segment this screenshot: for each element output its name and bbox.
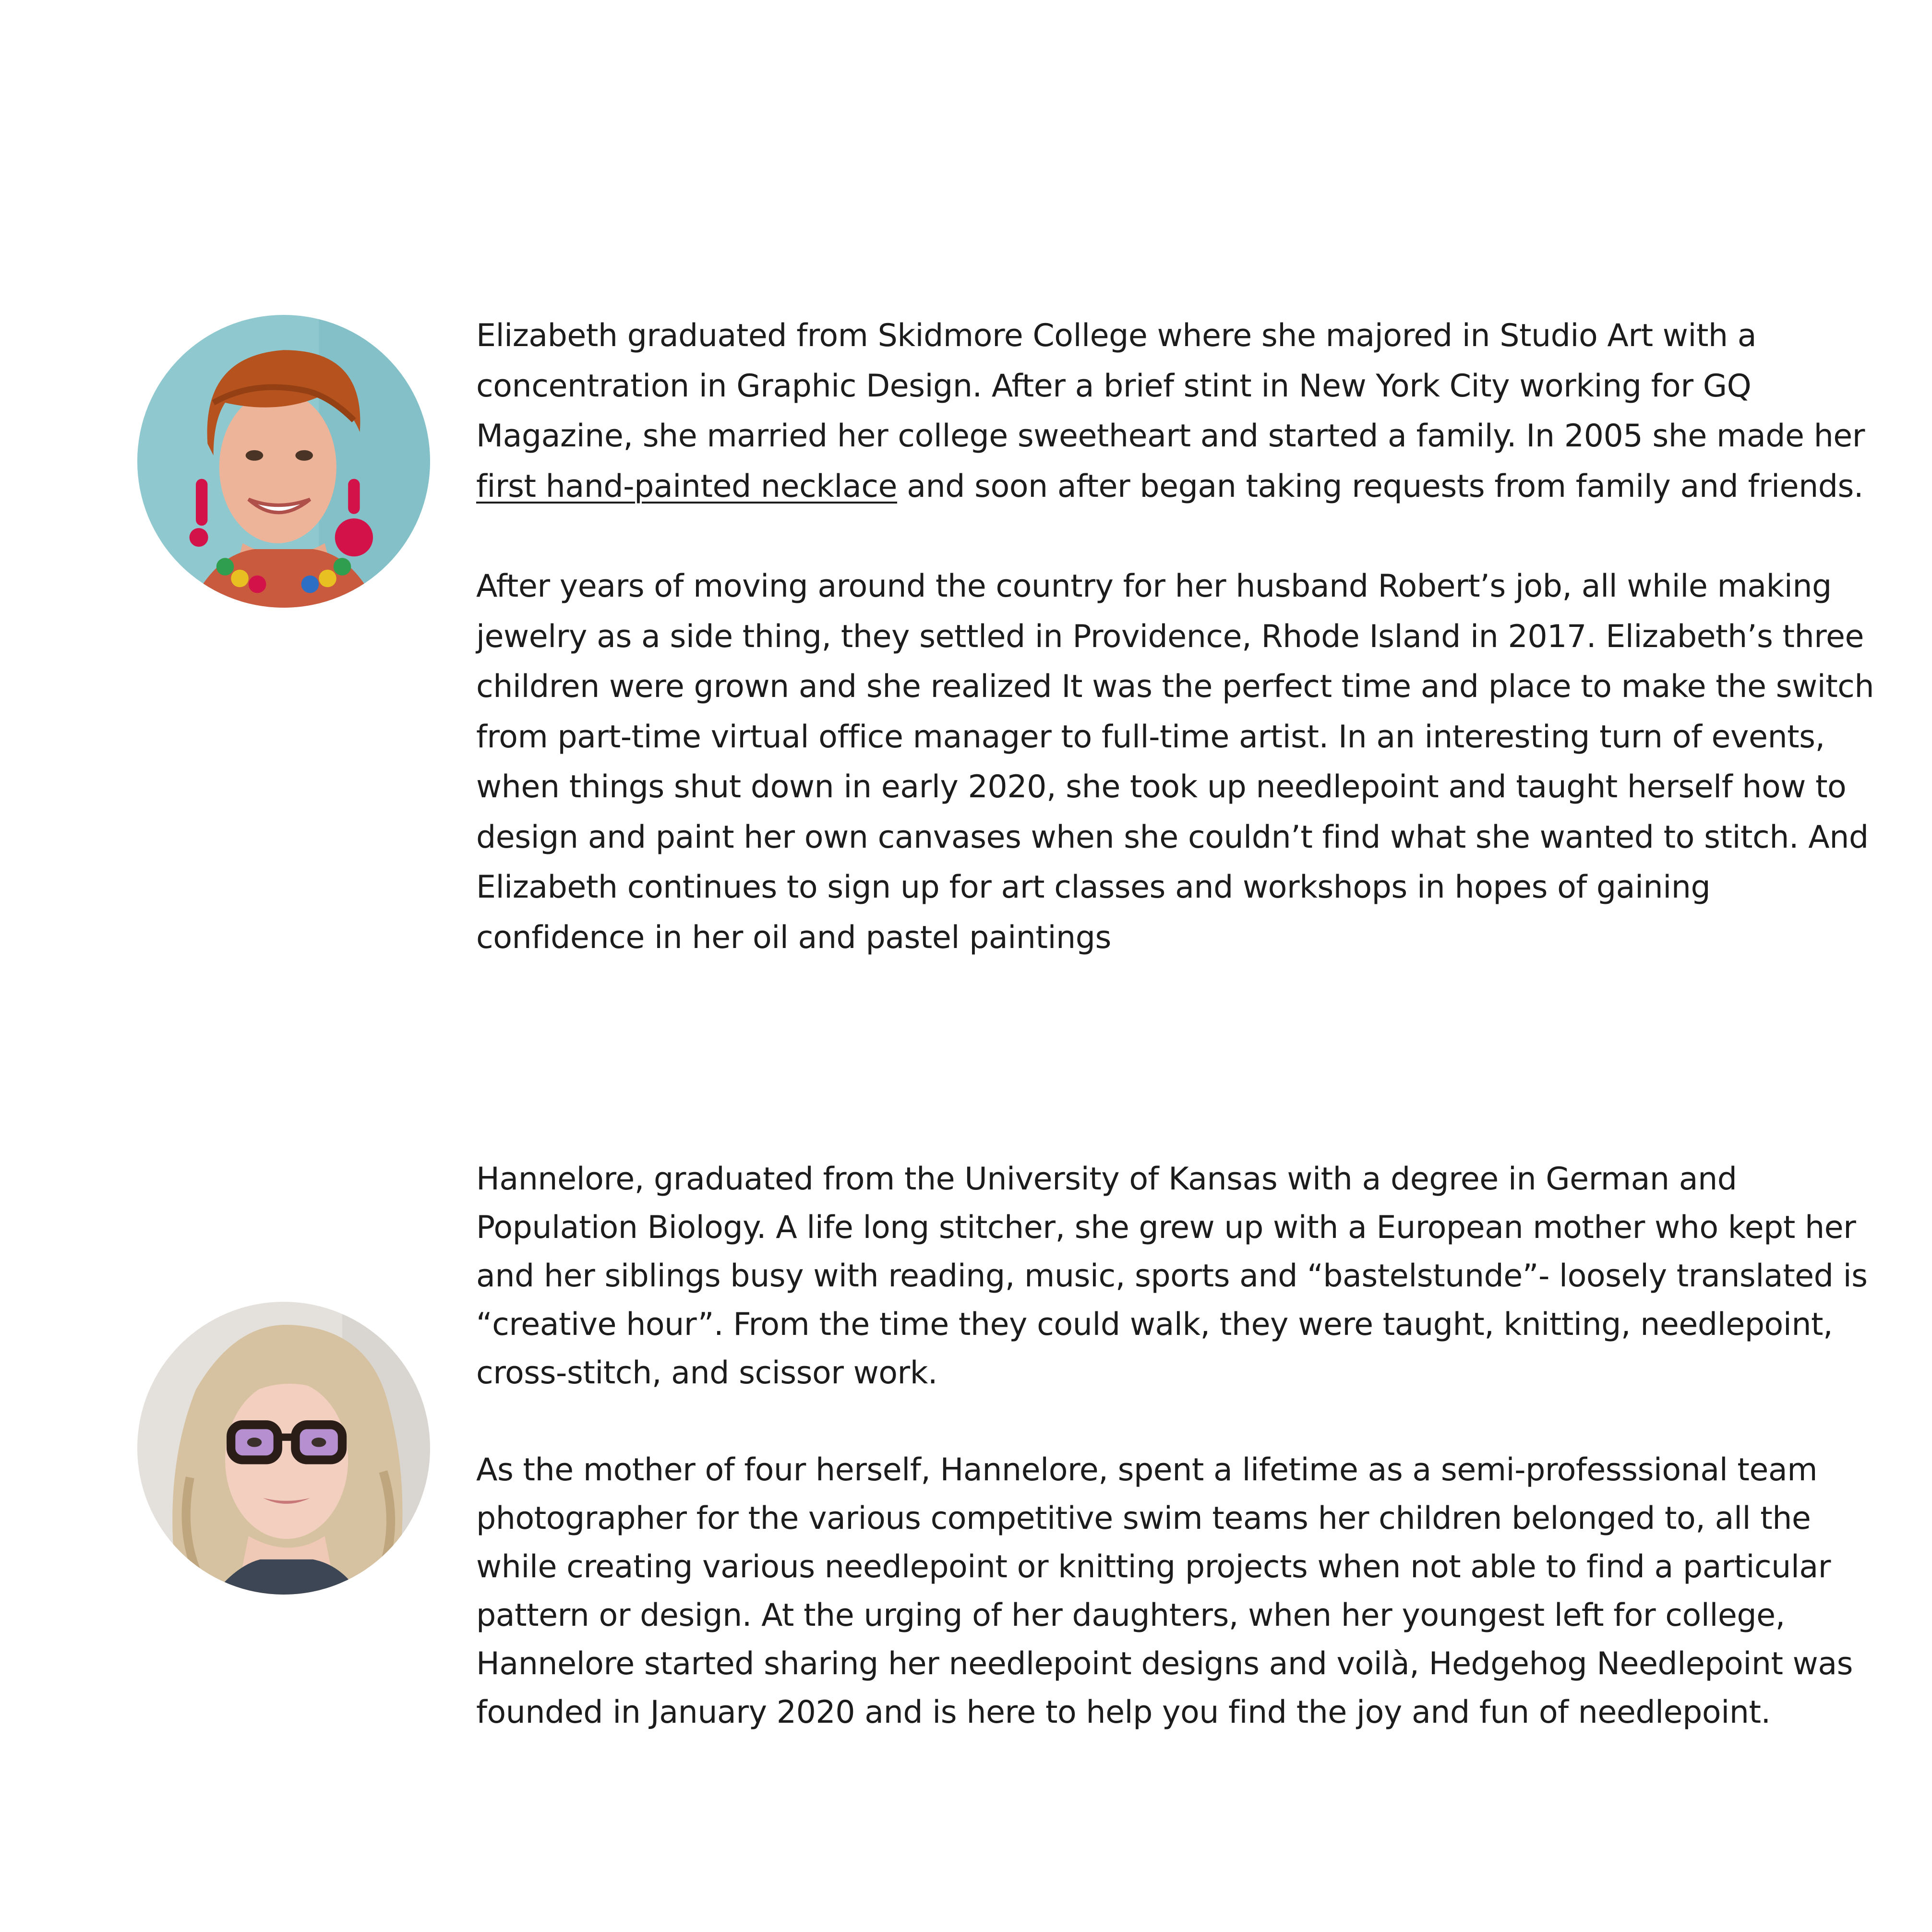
elizabeth-bio <box>476 311 1887 963</box>
hannelore-avatar <box>137 1302 430 1595</box>
elizabeth-bio-text: Elizabeth graduated from Skidmore College where she majored in Studio Art with a concentration in Graphic Design. After a brief stint in New York City working for GQ Magazine, she married her college sweetheart and started a family. In 2005 she made her <box>476 318 1865 454</box>
elizabeth-bio-text: and soon after began taking requests from family and friends. <box>897 468 1864 504</box>
elizabeth-avatar <box>137 315 430 608</box>
hannelore-bio <box>476 1155 1887 1737</box>
portrait-photo-icon <box>137 1302 430 1595</box>
portrait-photo-icon <box>137 315 430 608</box>
elizabeth-bio-paragraph-2: After years of moving around the country for her husband Robert’s job, all while making jewelry as a side thing, they settled in Providence, Rhode Island in 2017. Elizabeth’s three children were grown and she realized It was the perfect time and place to make the switch from part-time virtual office manager to full-time artist. In an interesting turn of events, when things shut down in early 2020, she took up needlepoint and taught herself how to design and paint her own canvases when she couldn’t find what she wanted to stitch. And Elizabeth continues to sign up for art classes and workshops in hopes of gaining confidence in her oil and pastel paintings <box>476 568 1874 956</box>
hannelore-bio-paragraph-2: As the mother of four herself, Hannelore, spent a lifetime as a semi-professsional team photographer for the various competitive swim teams her children belonged to, all the while creating various needlepoint or knitting projects when not able to find a particular pattern or design. At the urging of her daughters, when her youngest left for college, Hannelore started sharing her needlepoint designs and voilà, Hedgehog Needlepoint was founded in January 2020 and is here to help you find the joy and fun of needlepoint. <box>476 1452 1853 1730</box>
elizabeth-bio-paragraph-1 <box>476 311 1887 512</box>
first-necklace-link[interactable]: first hand-painted necklace <box>476 468 898 504</box>
hannelore-bio-paragraph-1: Hannelore, graduated from the University of Kansas with a degree in German and Population Biology. A life long stitcher, she grew up with a European mother who kept her and her siblings busy with reading, music, sports and “bastelstunde”- loosely translated is “creative hour”. From the time they could walk, they were taught, knitting, needlepoint, cross-stitch, and scissor work. <box>476 1161 1868 1391</box>
